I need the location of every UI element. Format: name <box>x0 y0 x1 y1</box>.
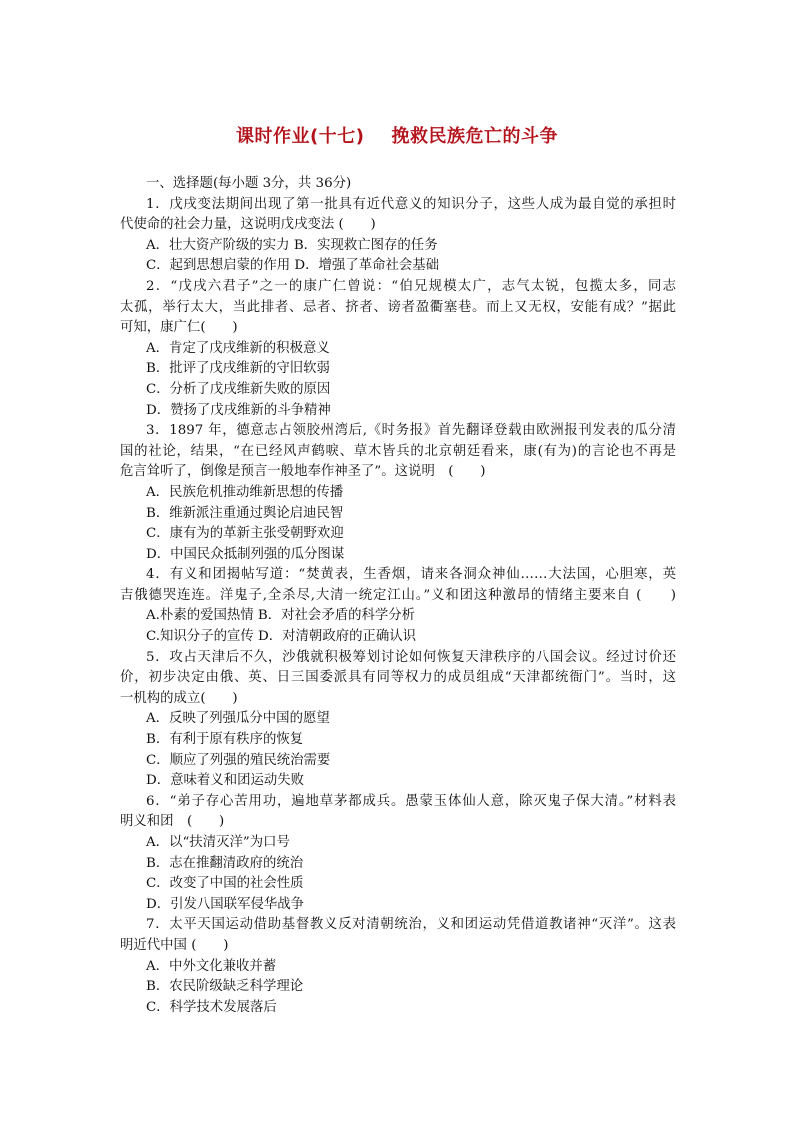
question-5 <box>120 648 676 792</box>
question-stem-line: 3．1897 年，德意志占领胶州湾后,《时务报》首先翻译登载由欧洲报刊发表的瓜分清 <box>146 423 676 439</box>
answer-option: C．改变了中国的社会性质 <box>146 876 304 892</box>
question-stem-line: 太孤，举行太大，当此排者、忌者、挤者、谤者盈衢塞巷。而上又无权，安能有成？”据此 <box>120 299 676 315</box>
question-4 <box>120 565 676 647</box>
answer-option: B．维新派注重通过舆论启迪民智 <box>146 505 344 521</box>
question-stem-line: 5．攻占天津后不久，沙俄就积极筹划讨论如何恢复天津秩序的八国会议。经过讨价还 <box>146 649 676 665</box>
question-stem-line: 6．“弟子存心苦用功，遍地草茅都成兵。愚蒙玉体仙人意，除灭鬼子保大清。”材料表 <box>146 793 676 809</box>
question-6 <box>120 792 676 916</box>
question-3 <box>120 421 676 565</box>
answer-option: D．中国民众抵制列强的瓜分图谋 <box>146 546 345 562</box>
question-1 <box>120 195 676 277</box>
question-stem-line: 吉俄德哭连连。洋鬼子,全杀尽,大清一统定江山。”义和团这种激昂的情绪主要来自 ( ) <box>120 587 676 603</box>
question-stem-line: 明近代中国 ( ) <box>120 937 229 953</box>
section-header: 一、选择题(每小题 3分，共 36分) <box>146 176 352 191</box>
answer-option: B．批评了戊戌维新的守旧软弱 <box>146 361 330 377</box>
answer-option: B．农民阶级缺乏科学理论 <box>146 979 304 995</box>
answer-option: A．民族危机推动维新思想的传播 <box>146 484 344 500</box>
answer-option: C．起到思想启蒙的作用 D．增强了革命社会基础 <box>146 258 440 274</box>
answer-option: C．科学技术发展落后 <box>146 999 277 1015</box>
question-stem-line: 1．戊戌变法期间出现了第一批具有近代意义的知识分子，这些人成为最自觉的承担时 <box>146 196 676 212</box>
answer-option: A．反映了列强瓜分中国的愿望 <box>146 711 330 727</box>
question-stem-line: 7．太平天国运动借助基督教义反对清朝统治，义和团运动凭借道教诸神“灭洋”。这表 <box>146 917 676 933</box>
question-stem-line: 价，初步决定由俄、英、日三国委派具有同等权力的成员组成“天津都统衙门”。当时，这 <box>120 670 676 686</box>
answer-option: C.知识分子的宣传 D．对清朝政府的正确认识 <box>146 629 417 645</box>
question-stem-line: 代使命的社会力量，这说明戊戌变法 ( ) <box>120 217 376 233</box>
question-section <box>120 174 676 1018</box>
answer-option: D．意味着义和团运动失败 <box>146 773 305 789</box>
page-title: 课时作业(十七) 挽救民族危亡的斗争 <box>235 126 559 147</box>
answer-option: B．志在推翻清政府的统治 <box>146 855 304 871</box>
answer-option: D．引发八国联军侵华战争 <box>146 896 305 912</box>
question-stem-line: 4．有义和团揭帖写道：“焚黄表，生香烟，请来各洞众神仙……大法国，心胆寒，英 <box>146 567 676 583</box>
answer-option: C．分析了戊戌维新失败的原因 <box>146 381 331 397</box>
answer-option: A．壮大资产阶级的实力 B．实现救亡图存的任务 <box>146 237 438 253</box>
answer-option: A．中外文化兼收并蓄 <box>146 958 277 974</box>
question-7 <box>120 915 676 1018</box>
answer-option: C．顺应了列强的殖民统治需要 <box>146 752 331 768</box>
question-stem-line: 明义和团 ( ) <box>120 814 225 830</box>
question-2 <box>120 277 676 421</box>
answer-option: C．康有为的革新主张受朝野欢迎 <box>146 526 344 542</box>
question-stem-line: 2．“戊戌六君子”之一的康广仁曾说：“伯兄规模太广，志气太锐，包揽太多，同志 <box>146 278 676 294</box>
answer-option: D．赞扬了戊戌维新的斗争精神 <box>146 402 331 418</box>
answer-option: B．有利于原有秩序的恢复 <box>146 732 304 748</box>
answer-option: A．以“扶清灭洋”为口号 <box>146 835 290 850</box>
question-stem-line: 一机构的成立( ) <box>120 690 238 706</box>
question-stem-line: 国的社论，结果，“在已经风声鹤唳、草木皆兵的北京朝廷看来，康(有为)的言论也不再是 <box>120 443 676 459</box>
answer-option: A．肯定了戊戌维新的积极意义 <box>146 340 330 356</box>
question-stem-line: 可知，康广仁( ) <box>120 320 238 336</box>
question-stem-line: 危言耸听了，倒像是预言一般地奉作神圣了”。这说明 ( ) <box>120 464 486 480</box>
answer-option: A.朴素的爱国热情 B．对社会矛盾的科学分析 <box>146 608 416 624</box>
